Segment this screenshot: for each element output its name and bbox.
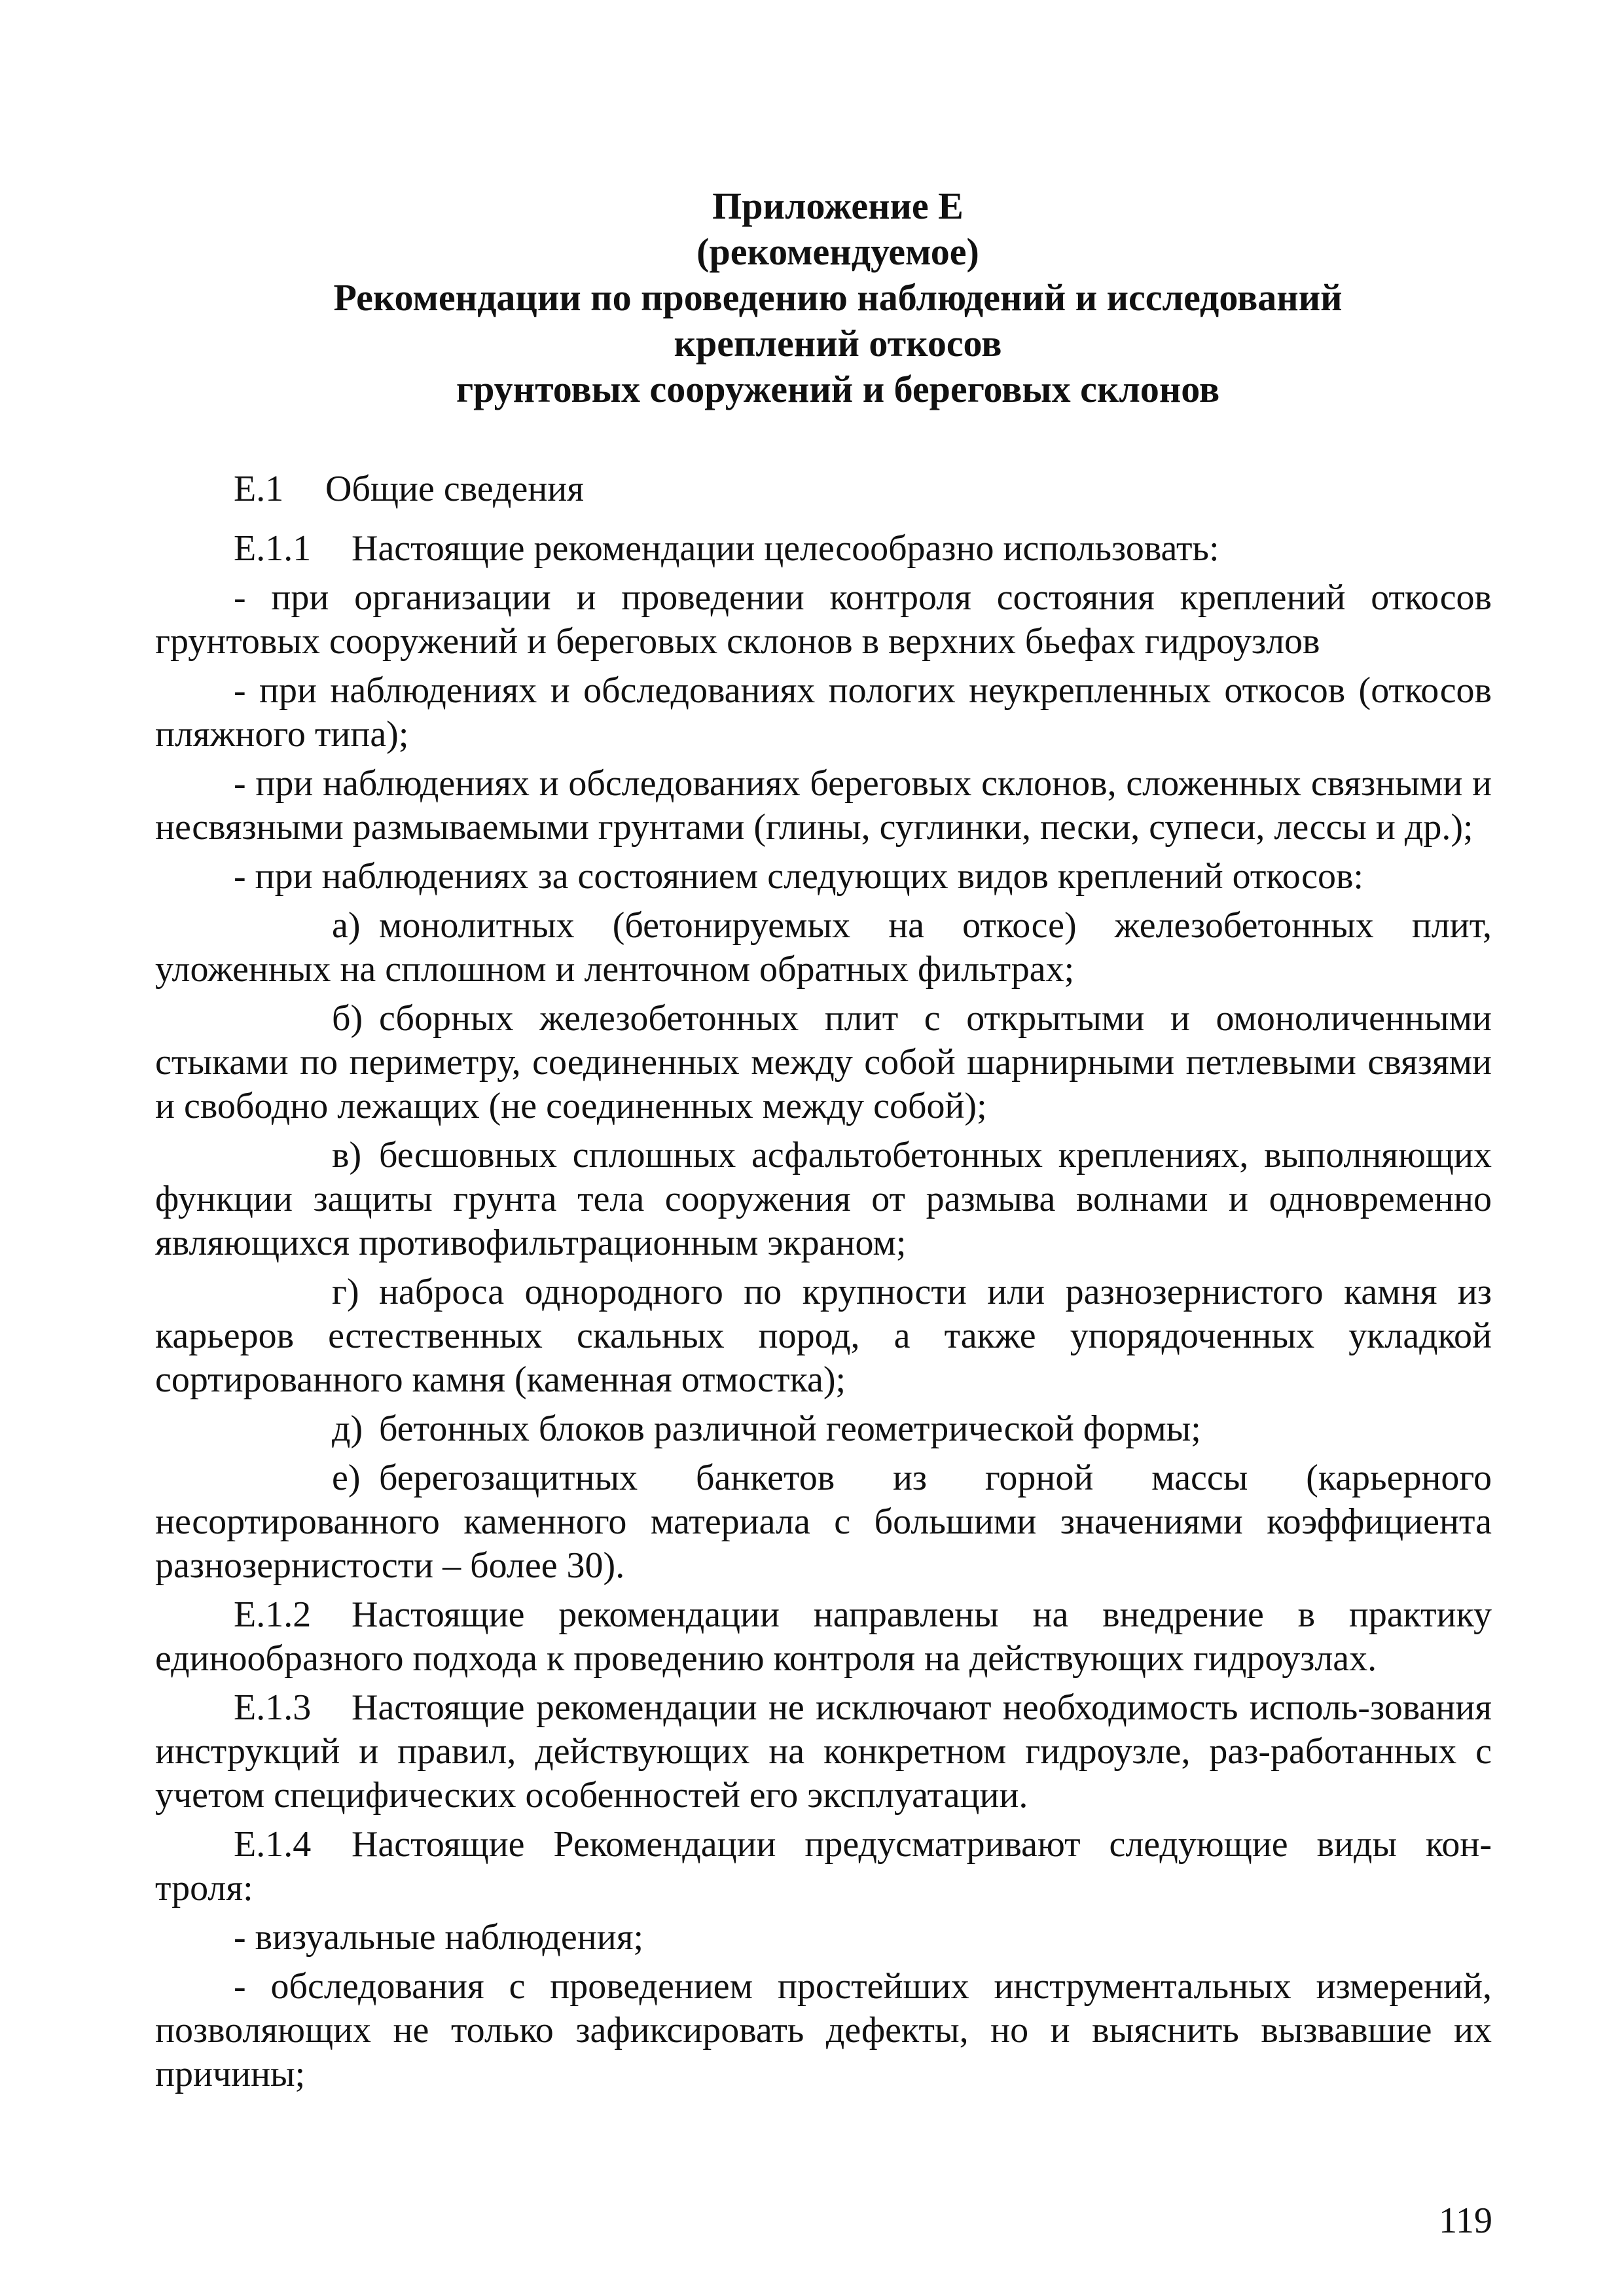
list-item: - при организации и проведении контроля состояния креплений откосов грунтовых сооружений и береговых склонов в верхних бьефах гидроузлов: [155, 577, 1492, 662]
sub-list-item-d: [155, 1407, 1492, 1451]
clause-number-e111: Е.1.1: [234, 528, 312, 569]
clause-number-e113: Е.1.3: [234, 1687, 312, 1728]
sub-list-item-a: [155, 904, 1492, 992]
clause-text-e111: Настоящие рекомендации целесообразно использовать:: [352, 528, 1219, 569]
list-item: - при наблюдениях и обследованиях береговых склонов, сложенных связными и несвязными размываемыми грунтами (глины, суглинки, пески, супеси, лессы и др.);: [155, 763, 1492, 848]
list-item: - при наблюдениях и обследованиях пологих неукрепленных откосов (откосов пляжного типа);: [155, 670, 1492, 755]
body-text: [155, 467, 1492, 2096]
sub-list-letter: в): [332, 1135, 362, 1175]
appendix-title: Приложение Е: [712, 185, 964, 227]
sub-list-item-e: [155, 1456, 1492, 1588]
sub-list-letter: д): [332, 1408, 363, 1449]
paragraph-e111: [155, 527, 1492, 571]
sub-list-letter: а): [332, 905, 361, 946]
clause-number-e112: Е.1.2: [234, 1594, 312, 1635]
sub-list-item-v: [155, 1134, 1492, 1265]
clause-text-e112: Настоящие рекомендации направлены на внедрение в практику единообразного подхода к проведению контроля на действующих гидроузлах.: [155, 1594, 1492, 1679]
list-item: - обследования с проведением простейших инструментальных измерений, позволяющих не только зафиксировать дефекты, но и выяснить вызвавшие их причины;: [155, 1966, 1492, 2094]
clause-number-e114: Е.1.4: [234, 1824, 312, 1865]
sub-list-text: бесшовных сплошных асфальтобетонных креплениях, выполняющих функции защиты грунта тела сооружения от размыва волнами и одновременно являющихся противофильтрационным экраном;: [155, 1135, 1492, 1263]
paragraph-e114: [155, 1823, 1492, 1910]
paragraph-e112: [155, 1593, 1492, 1681]
appendix-heading: [157, 183, 1519, 412]
clause-text-e114: Настоящие Рекомендации предусматривают следующие виды кон-троля:: [155, 1824, 1492, 1909]
appendix-subtitle-line-2: креплений откосов: [674, 322, 1002, 365]
sub-list-text: наброса однородного по крупности или разнозернистого камня из карьеров естественных скальных пород, а также упорядоченных укладкой сортированного камня (каменная отмостка);: [155, 1272, 1492, 1400]
sub-list-text: берегозащитных банкетов из горной массы (карьерного несортированного каменного материала с большими значениями коэффициента разнозернистости – более 30).: [155, 1458, 1492, 1586]
sub-list-letter: г): [332, 1272, 359, 1312]
list-item: - визуальные наблюдения;: [234, 1917, 644, 1958]
clause-text-e113: Настоящие рекомендации не исключают необходимость исполь-зования инструкций и правил, действующих на конкретном гидроузле, раз-работанных с учетом специфических особенностей его эксплуатации.: [155, 1687, 1492, 1816]
sub-list-item-g: [155, 1270, 1492, 1402]
sub-list-letter: б): [332, 998, 363, 1039]
appendix-subtitle-line-1: Рекомендации по проведению наблюдений и исследований: [333, 276, 1343, 319]
sub-list-item-b: [155, 997, 1492, 1128]
page-number: 119: [1439, 2200, 1492, 2241]
section-heading: [155, 467, 1492, 511]
sub-list-text: сборных железобетонных плит с открытыми и омоноличенными стыками по периметру, соединенных между собой шарнирными петлевыми связями и свободно лежащих (не соединенных между собой);: [155, 998, 1492, 1126]
appendix-status: (рекомендуемое): [696, 230, 979, 273]
section-title: Общие сведения: [325, 469, 585, 509]
appendix-subtitle-line-3: грунтовых сооружений и береговых склонов: [456, 368, 1220, 410]
list-item: - при наблюдениях за состоянием следующих видов креплений откосов:: [234, 856, 1363, 897]
sub-list-letter: е): [332, 1458, 361, 1498]
sub-list-text: бетонных блоков различной геометрической формы;: [379, 1408, 1201, 1449]
section-number: Е.1: [234, 469, 284, 509]
sub-list-text: монолитных (бетонируемых на откосе) железобетонных плит, уложенных на сплошном и ленточном обратных фильтрах;: [155, 905, 1492, 990]
paragraph-e113: [155, 1686, 1492, 1818]
